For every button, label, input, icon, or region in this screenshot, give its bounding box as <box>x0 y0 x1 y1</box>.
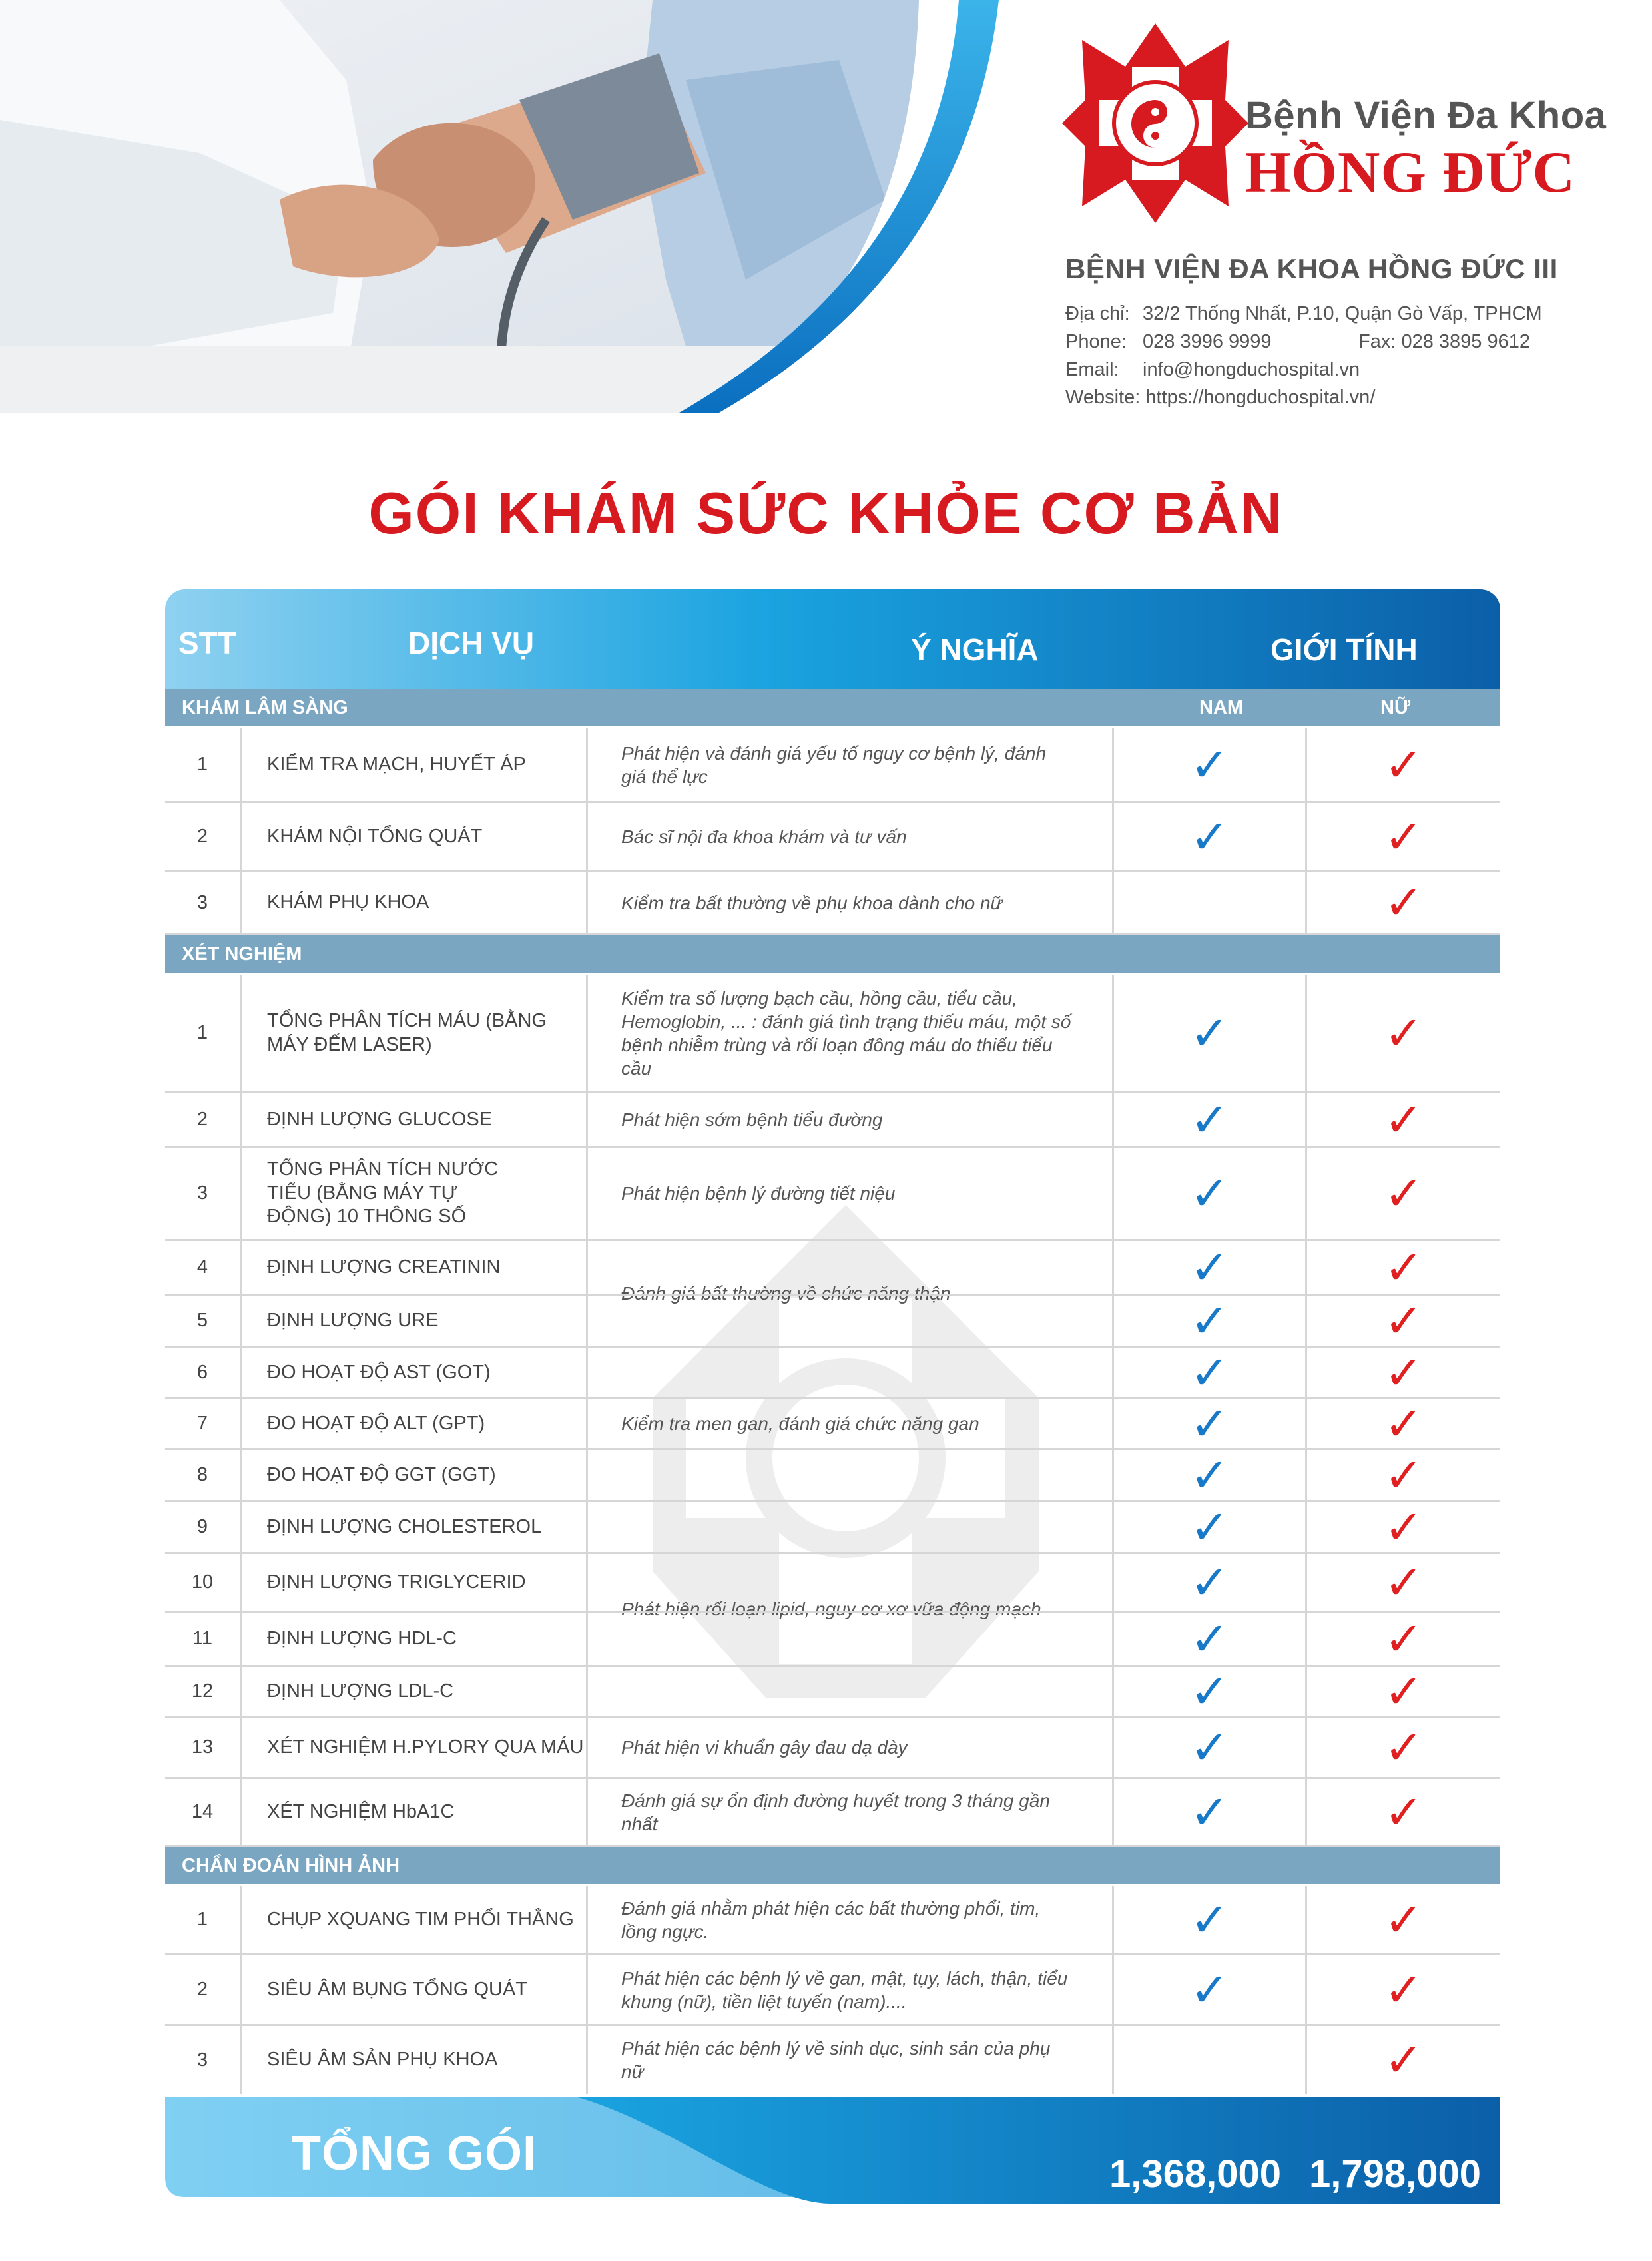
female-cell <box>1307 728 1500 801</box>
table-row <box>165 1093 1500 1148</box>
row-stt: 10 <box>165 1554 242 1611</box>
section-label: CHẨN ĐOÁN HÌNH ẢNH <box>182 1855 400 1876</box>
merged-meaning-liver: Kiểm tra men gan, đánh giá chức năng gan <box>588 1348 1114 1502</box>
row-meaning: Kiểm tra số lượng bạch cầu, hồng cầu, tiểu cầu, Hemoglobin, ... : đánh giá tình trạng thiếu máu, một số bệnh nhiễm trùng và rối loạn đông máu do thiếu tiểu cầu <box>588 975 1114 1091</box>
row-service: ĐO HOẠT ĐỘ GGT (GGT) <box>242 1450 588 1500</box>
table-row <box>165 1664 1500 1719</box>
male-cell <box>1114 1664 1307 1719</box>
male-cell <box>1114 872 1307 933</box>
check-icon: ✓ <box>1190 1005 1229 1061</box>
male-cell <box>1114 1148 1307 1239</box>
check-icon: ✓ <box>1384 1499 1424 1555</box>
female-cell <box>1307 1613 1500 1665</box>
website-label: Website: <box>1065 387 1141 408</box>
header-meaning: Ý NGHĨA <box>911 632 1039 667</box>
row-service: ĐO HOẠT ĐỘ AST (GOT) <box>242 1348 588 1397</box>
table-row <box>165 2026 1500 2094</box>
check-icon: ✓ <box>1190 1555 1229 1610</box>
check-icon: ✓ <box>1190 1240 1229 1295</box>
row-stt: 4 <box>165 1241 242 1294</box>
row-stt: 6 <box>165 1348 242 1397</box>
fax-value: 028 3895 9612 <box>1401 331 1530 352</box>
check-icon: ✓ <box>1384 1555 1424 1610</box>
male-cell <box>1114 1345 1307 1400</box>
check-icon: ✓ <box>1384 1664 1424 1719</box>
row-stt: 1 <box>165 975 242 1091</box>
male-cell <box>1114 2026 1307 2094</box>
page-title: GÓI KHÁM SỨC KHỎE CƠ BẢN <box>368 480 1284 546</box>
female-cell <box>1307 1293 1500 1348</box>
row-stt: 1 <box>165 1886 242 1953</box>
table-row <box>165 1718 1500 1779</box>
row-stt: 1 <box>165 728 242 801</box>
male-price: 1,368,000 <box>1109 2152 1282 2196</box>
female-cell <box>1307 1148 1500 1239</box>
merged-meaning-lipid: Phát hiện rối loạn lipid, nguy cơ xơ vữa động mạch <box>588 1502 1114 1718</box>
section-imaging <box>165 1847 1500 1886</box>
check-icon: ✓ <box>1384 1611 1424 1666</box>
row-service: ĐỊNH LƯỢNG LDL-C <box>242 1667 588 1716</box>
check-icon: ✓ <box>1190 1345 1229 1400</box>
section-clinical <box>165 689 1500 728</box>
female-cell <box>1307 803 1500 870</box>
contact-block <box>1065 253 1598 411</box>
row-stt: 3 <box>165 2026 242 2094</box>
table-row <box>165 728 1500 803</box>
row-stt: 8 <box>165 1450 242 1500</box>
check-icon: ✓ <box>1384 809 1424 864</box>
female-cell <box>1307 1447 1500 1503</box>
total-label: TỔNG GÓI <box>292 2127 537 2180</box>
header-stt: STT <box>178 626 236 660</box>
row-meaning: Phát hiện bệnh lý đường tiết niệu <box>588 1148 1114 1239</box>
row-service: ĐỊNH LƯỢNG TRIGLYCERID <box>242 1554 588 1611</box>
check-icon: ✓ <box>1384 1720 1424 1775</box>
fax <box>1358 328 1530 356</box>
check-icon: ✓ <box>1384 1293 1424 1348</box>
table-row <box>165 1447 1500 1503</box>
table-row <box>165 1148 1500 1241</box>
female-cell <box>1307 1241 1500 1294</box>
website-value[interactable]: https://hongduchospital.vn/ <box>1145 387 1376 408</box>
male-cell <box>1114 1093 1307 1146</box>
row-service: KHÁM PHỤ KHOA <box>242 872 588 933</box>
row-stt: 11 <box>165 1613 242 1665</box>
row-stt: 5 <box>165 1296 242 1346</box>
row-service: XÉT NGHIỆM HbA1C <box>242 1779 588 1845</box>
table-row <box>165 1554 1500 1613</box>
row-service: ĐỊNH LƯỢNG GLUCOSE <box>242 1093 588 1146</box>
male-cell <box>1114 1396 1307 1451</box>
row-stt: 14 <box>165 1779 242 1845</box>
check-icon: ✓ <box>1384 1005 1424 1061</box>
check-icon: ✓ <box>1384 1447 1424 1503</box>
row-service: ĐỊNH LƯỢNG CHOLESTEROL <box>242 1502 588 1552</box>
table-row <box>165 1396 1500 1451</box>
male-cell <box>1114 1886 1307 1953</box>
female-cell <box>1307 2026 1500 2094</box>
row-service: TỔNG PHÂN TÍCH MÁU (BẰNG MÁY ĐẾM LASER) <box>242 975 588 1091</box>
email-label: Email: <box>1065 359 1119 380</box>
row-stt: 2 <box>165 803 242 870</box>
row-service: XÉT NGHIỆM H.PYLORY QUA MÁU <box>242 1718 588 1777</box>
row-service: TỔNG PHÂN TÍCH NƯỚC TIỂU (BẰNG MÁY TỰ ĐỘNG) 10 THÔNG SỐ <box>242 1148 588 1239</box>
row-stt: 12 <box>165 1667 242 1716</box>
check-icon: ✓ <box>1384 737 1424 792</box>
female-cell <box>1307 1955 1500 2024</box>
phone-label: Phone: <box>1065 331 1127 352</box>
group-kidney <box>165 1241 1500 1348</box>
row-meaning: Phát hiện sớm bệnh tiểu đường <box>588 1093 1114 1146</box>
table-row <box>165 803 1500 872</box>
check-icon: ✓ <box>1384 1784 1424 1840</box>
check-icon: ✓ <box>1190 1396 1229 1451</box>
row-meaning: Bác sĩ nội đa khoa khám và tư vấn <box>588 803 1114 870</box>
hospital-logo <box>1059 20 1252 226</box>
female-cell <box>1307 1779 1500 1845</box>
male-cell <box>1114 1293 1307 1348</box>
header-service: DỊCH VỤ <box>408 626 535 660</box>
male-cell <box>1114 1613 1307 1665</box>
check-icon: ✓ <box>1190 1784 1229 1840</box>
male-cell <box>1114 1955 1307 2024</box>
table-row <box>165 1499 1500 1555</box>
table-row <box>165 1613 1500 1667</box>
male-cell <box>1114 1499 1307 1555</box>
row-service: ĐỊNH LƯỢNG URE <box>242 1296 588 1346</box>
service-table <box>165 589 1500 2094</box>
row-service: ĐỊNH LƯỢNG HDL-C <box>242 1613 588 1665</box>
male-cell <box>1114 1554 1307 1611</box>
table-row <box>165 872 1500 935</box>
female-cell <box>1307 1093 1500 1146</box>
row-meaning: Phát hiện các bệnh lý về gan, mật, tụy, lách, thận, tiểu khung (nữ), tiền liệt tuyến (nam).... <box>588 1955 1114 2024</box>
check-icon: ✓ <box>1384 1892 1424 1947</box>
table-row <box>165 1779 1500 1847</box>
row-service: SIÊU ÂM SẢN PHỤ KHOA <box>242 2026 588 2094</box>
total-bar <box>165 2097 1500 2204</box>
email-row <box>1065 356 1598 383</box>
phone-row <box>1065 328 1598 356</box>
table-row <box>165 975 1500 1093</box>
male-cell <box>1114 1779 1307 1845</box>
check-icon: ✓ <box>1190 1293 1229 1348</box>
male-cell <box>1114 975 1307 1091</box>
check-icon: ✓ <box>1384 1240 1424 1295</box>
row-meaning: Phát hiện và đánh giá yếu tố nguy cơ bệnh lý, đánh giá thể lực <box>588 728 1114 801</box>
female-cell <box>1307 1718 1500 1777</box>
male-cell <box>1114 1447 1307 1503</box>
male-cell <box>1114 728 1307 801</box>
row-meaning: Kiểm tra bất thường về phụ khoa dành cho nữ <box>588 872 1114 933</box>
row-stt: 2 <box>165 1093 242 1146</box>
female-cell <box>1307 1499 1500 1555</box>
fax-label: Fax: <box>1358 331 1396 352</box>
section-label: XÉT NGHIỆM <box>182 943 302 965</box>
header-photo <box>0 0 999 413</box>
check-icon: ✓ <box>1384 2033 1424 2087</box>
row-stt: 3 <box>165 1148 242 1239</box>
address-row <box>1065 300 1598 328</box>
phone-value: 028 3996 9999 <box>1143 331 1272 352</box>
row-service: KHÁM NỘI TỔNG QUÁT <box>242 803 588 870</box>
brand-name <box>1245 93 1606 206</box>
female-cell <box>1307 1664 1500 1719</box>
check-icon: ✓ <box>1384 1962 1424 2017</box>
header-gender: GIỚI TÍNH <box>1270 632 1418 667</box>
table-header <box>165 589 1500 689</box>
female-cell <box>1307 1886 1500 1953</box>
email-value[interactable]: info@hongduchospital.vn <box>1143 359 1360 380</box>
row-stt: 7 <box>165 1399 242 1448</box>
section-label: KHÁM LÂM SÀNG <box>182 697 348 718</box>
row-stt: 2 <box>165 1955 242 2024</box>
col-female: NỮ <box>1380 697 1411 718</box>
female-cell <box>1307 1554 1500 1611</box>
check-icon: ✓ <box>1190 1092 1229 1147</box>
check-icon: ✓ <box>1190 1962 1229 2017</box>
merged-meaning-kidney: Đánh giá bất thường về chức năng thận <box>588 1241 1114 1348</box>
row-service: ĐỊNH LƯỢNG CREATININ <box>242 1241 588 1294</box>
check-icon: ✓ <box>1384 1092 1424 1147</box>
check-icon: ✓ <box>1190 737 1229 792</box>
row-meaning: Đánh giá sự ổn định đường huyết trong 3 tháng gần nhất <box>588 1779 1114 1845</box>
check-icon: ✓ <box>1190 1611 1229 1666</box>
row-stt: 9 <box>165 1502 242 1552</box>
row-service: KIỂM TRA MẠCH, HUYẾT ÁP <box>242 728 588 801</box>
female-cell <box>1307 975 1500 1091</box>
row-service: SIÊU ÂM BỤNG TỔNG QUÁT <box>242 1955 588 2024</box>
check-icon: ✓ <box>1384 1166 1424 1221</box>
row-meaning: Phát hiện các bệnh lý về sinh dục, sinh sản của phụ nữ <box>588 2026 1114 2094</box>
table-row <box>165 1241 1500 1296</box>
female-cell <box>1307 1345 1500 1400</box>
table-row <box>165 1886 1500 1955</box>
group-liver <box>165 1345 1500 1503</box>
check-icon: ✓ <box>1190 1892 1229 1947</box>
website-row <box>1065 383 1598 411</box>
brand-line2: HỒNG ĐỨC <box>1245 140 1576 205</box>
check-icon: ✓ <box>1384 876 1424 930</box>
check-icon: ✓ <box>1190 1166 1229 1221</box>
group-lipid <box>165 1499 1500 1719</box>
check-icon: ✓ <box>1190 809 1229 864</box>
male-cell <box>1114 1241 1307 1294</box>
check-icon: ✓ <box>1190 1720 1229 1775</box>
male-cell <box>1114 1718 1307 1777</box>
row-service: CHỤP XQUANG TIM PHỔI THẲNG <box>242 1886 588 1953</box>
section-lab <box>165 935 1500 975</box>
check-icon: ✓ <box>1190 1447 1229 1503</box>
row-stt: 13 <box>165 1718 242 1777</box>
row-stt: 3 <box>165 872 242 933</box>
table-row <box>165 1345 1500 1400</box>
check-icon: ✓ <box>1384 1396 1424 1451</box>
row-service: ĐO HOẠT ĐỘ ALT (GPT) <box>242 1399 588 1448</box>
check-icon: ✓ <box>1384 1345 1424 1400</box>
check-icon: ✓ <box>1190 1499 1229 1555</box>
female-cell <box>1307 872 1500 933</box>
male-cell <box>1114 803 1307 870</box>
address-label: Địa chỉ: <box>1065 303 1130 324</box>
row-meaning: Đánh giá nhằm phát hiện các bất thường phổi, tim, lồng ngực. <box>588 1886 1114 1953</box>
brand-line1: Bệnh Viện Đa Khoa <box>1245 94 1607 137</box>
col-male: NAM <box>1199 697 1244 718</box>
address-value: 32/2 Thống Nhất, P.10, Quận Gò Vấp, TPHCM <box>1143 303 1542 324</box>
check-icon: ✓ <box>1190 1664 1229 1719</box>
row-meaning: Phát hiện vi khuẩn gây đau dạ dày <box>588 1718 1114 1777</box>
female-cell <box>1307 1396 1500 1451</box>
hospital-name: BỆNH VIỆN ĐA KHOA HỒNG ĐỨC III <box>1065 253 1558 284</box>
female-price: 1,798,000 <box>1309 2152 1482 2196</box>
table-row <box>165 1955 1500 2026</box>
